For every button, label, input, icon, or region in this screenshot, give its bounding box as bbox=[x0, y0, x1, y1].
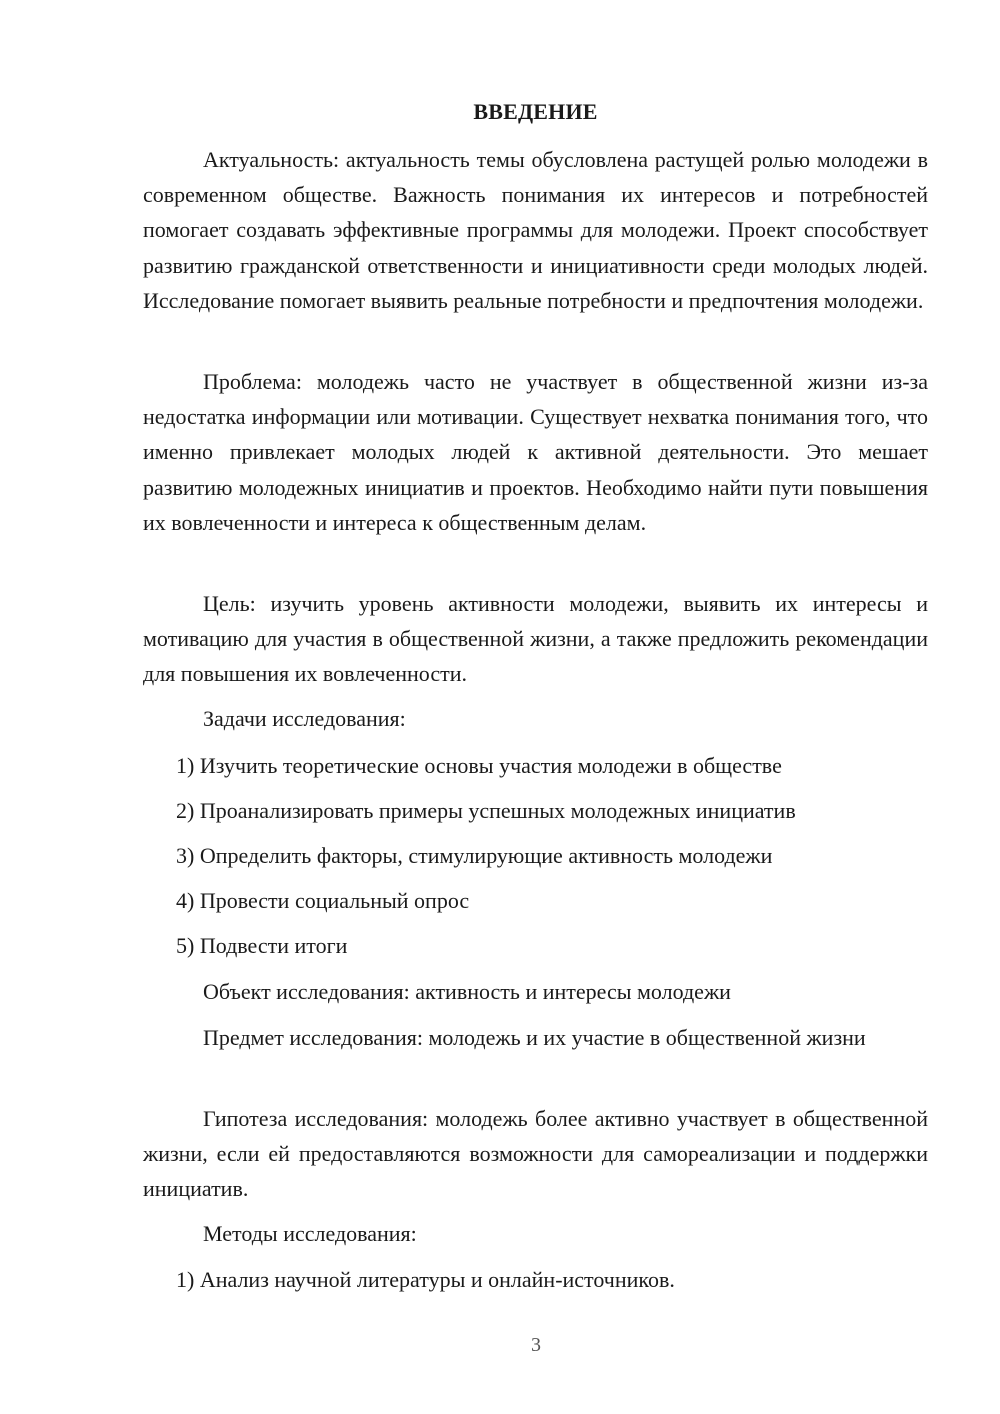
page-number: 3 bbox=[531, 1334, 541, 1356]
goal-paragraph: Цель: изучить уровень активности молодежи, выявить их интересы и мотивацию для участия в общественной жизни, а также предложить рекомендации для повышения их вовлеченности. bbox=[143, 591, 928, 687]
task-item: 1) Изучить теоретические основы участия молодежи в обществе bbox=[176, 753, 782, 778]
task-item: 3) Определить факторы, стимулирующие активность молодежи bbox=[176, 843, 773, 868]
task-item: 5) Подвести итоги bbox=[176, 933, 348, 958]
relevance-paragraph: Актуальность: актуальность темы обусловлена растущей ролью молодежи в современном обществе. Важность понимания их интересов и потребностей помогает создавать эффективные программы для молодежи. Проект способствует развитию гражданской ответственности и инициативности среди молодых людей. Исследование помогает выявить реальные потребности и предпочтения молодежи. bbox=[143, 147, 928, 313]
object-line: Объект исследования: активность и интересы молодежи bbox=[203, 979, 731, 1004]
methods-heading: Методы исследования: bbox=[203, 1221, 417, 1246]
task-item: 2) Проанализировать примеры успешных молодежных инициатив bbox=[176, 798, 796, 823]
hypothesis-paragraph: Гипотеза исследования: молодежь более активно участвует в общественной жизни, если ей предоставляются возможности для самореализации и поддержки инициатив. bbox=[143, 1106, 928, 1202]
page-title: ВВЕДЕНИЕ bbox=[473, 99, 598, 124]
task-item: 4) Провести социальный опрос bbox=[176, 888, 470, 913]
subject-paragraph: Предмет исследования: молодежь и их участие в общественной жизни bbox=[203, 1025, 866, 1050]
tasks-heading: Задачи исследования: bbox=[203, 706, 406, 731]
problem-paragraph: Проблема: молодежь часто не участвует в общественной жизни из-за недостатка информации или мотивации. Существует нехватка понимания того, что именно привлекает молодых людей к активной деятельности. Это мешает развитию молодежных инициатив и проектов. Необходимо найти пути повышения их вовлеченности и интереса к общественным делам. bbox=[143, 369, 928, 535]
method-item: 1) Анализ научной литературы и онлайн-источников. bbox=[176, 1267, 675, 1292]
